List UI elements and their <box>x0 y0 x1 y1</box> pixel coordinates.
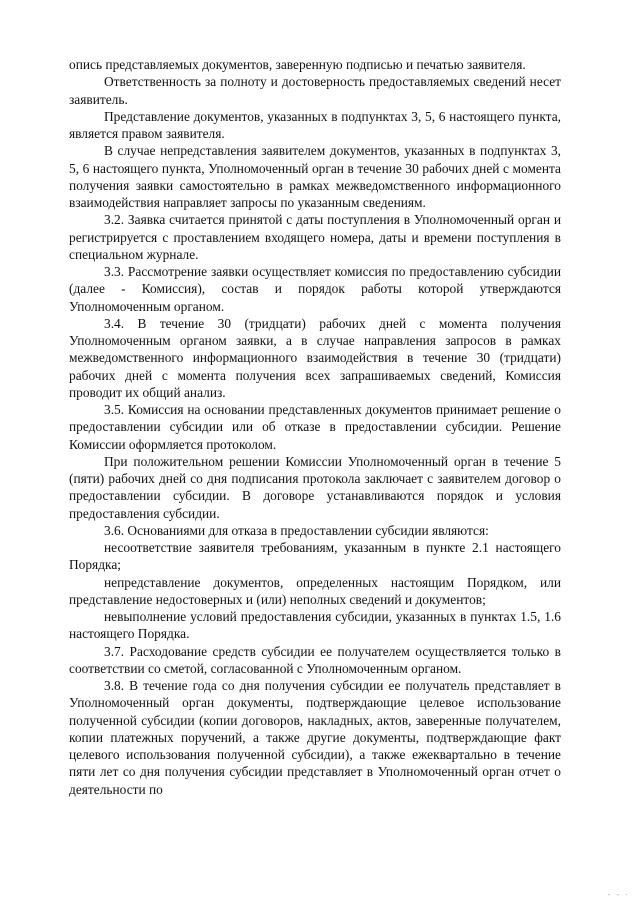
paragraph-11: несоответствие заявителя требованиям, указанным в пункте 2.1 настоящего Порядка; <box>69 540 561 573</box>
paragraph-3: Представление документов, указанных в подпунктах 3, 5, 6 настоящего пункта, является правом заявителя. <box>69 108 561 141</box>
paragraph-8: 3.5. Комиссия на основании представленных документов принимает решение о предоставлении субсидии или об отказе в предоставлении субсидии. Решение Комиссии оформляется протоколом. <box>69 402 561 452</box>
paragraph-2: Ответственность за полноту и достоверность предоставляемых сведений несет заявитель. <box>69 74 561 107</box>
paragraph-1: опись представляемых документов, заверенную подписью и печатью заявителя. <box>69 57 526 72</box>
paragraph-13: невыполнение условий предоставления субсидии, указанных в пунктах 1.5, 1.6 настоящего Порядка. <box>69 609 561 642</box>
paragraph-14: 3.7. Расходование средств субсидии ее получателем осуществляется только в соответствии со сметой, согласованной с Уполномоченным органом. <box>69 643 561 676</box>
scan-corner-mark: - - · <box>607 890 630 899</box>
paragraph-10: 3.6. Основаниями для отказа в предоставлении субсидии являются: <box>104 522 489 538</box>
paragraph-9: При положительном решении Комиссии Уполномоченный орган в течение 5 (пяти) рабочих дней со дня подписания протокола заключает с заявителем договор о предоставлении субсидии. В договоре устанавливаются порядок и условия предоставления субсидии. <box>69 453 561 521</box>
paragraph-6: 3.3. Рассмотрение заявки осуществляет комиссия по предоставлению субсидии (далее - Комиссия), состав и порядок работы которой утверждаются Уполномоченным органом. <box>69 264 561 314</box>
paragraph-4: В случае непредставления заявителем документов, указанных в подпунктах 3, 5, 6 настоящего пункта, Уполномоченный орган в течение 30 рабочих дней с момента получения заявки самостоятельно в рамках межведомственного информационного взаимодействия направляет запросы по указанным сведениям. <box>69 143 561 210</box>
paragraph-12: непредставление документов, определенных настоящим Порядком, или представление недостоверных и (или) неполных сведений и документов; <box>69 574 561 607</box>
paragraph-5: 3.2. Заявка считается принятой с даты поступления в Уполномоченный орган и регистрируется с проставлением входящего номера, даты и времени поступления в специальном журнале. <box>69 212 561 262</box>
paragraph-7: 3.4. В течение 30 (тридцати) рабочих дней с момента получения Уполномоченным органом заявки, а в случае направления запросов в рамках межведомственного информационного взаимодействия в течение 30 (тридцати) рабочих дней с момента получения всех запрашиваемых сведений, Комиссия проводит их общий анализ. <box>69 315 561 400</box>
paragraph-15: 3.8. В течение года со дня получения субсидии ее получатель представляет в Уполномоченный орган документы, подтверждающие целевое использование полученной субсидии (копии договоров, накладных, актов, заверенные получателем, копии платежных поручений, а также другие документы, подтверждающие факт целевого использования полученной субсидии), а также ежеквартально в течение пяти лет со дня получения субсидии представляет в Уполномоченный орган отчет о деятельности по <box>69 678 561 797</box>
document-body <box>69 56 561 798</box>
